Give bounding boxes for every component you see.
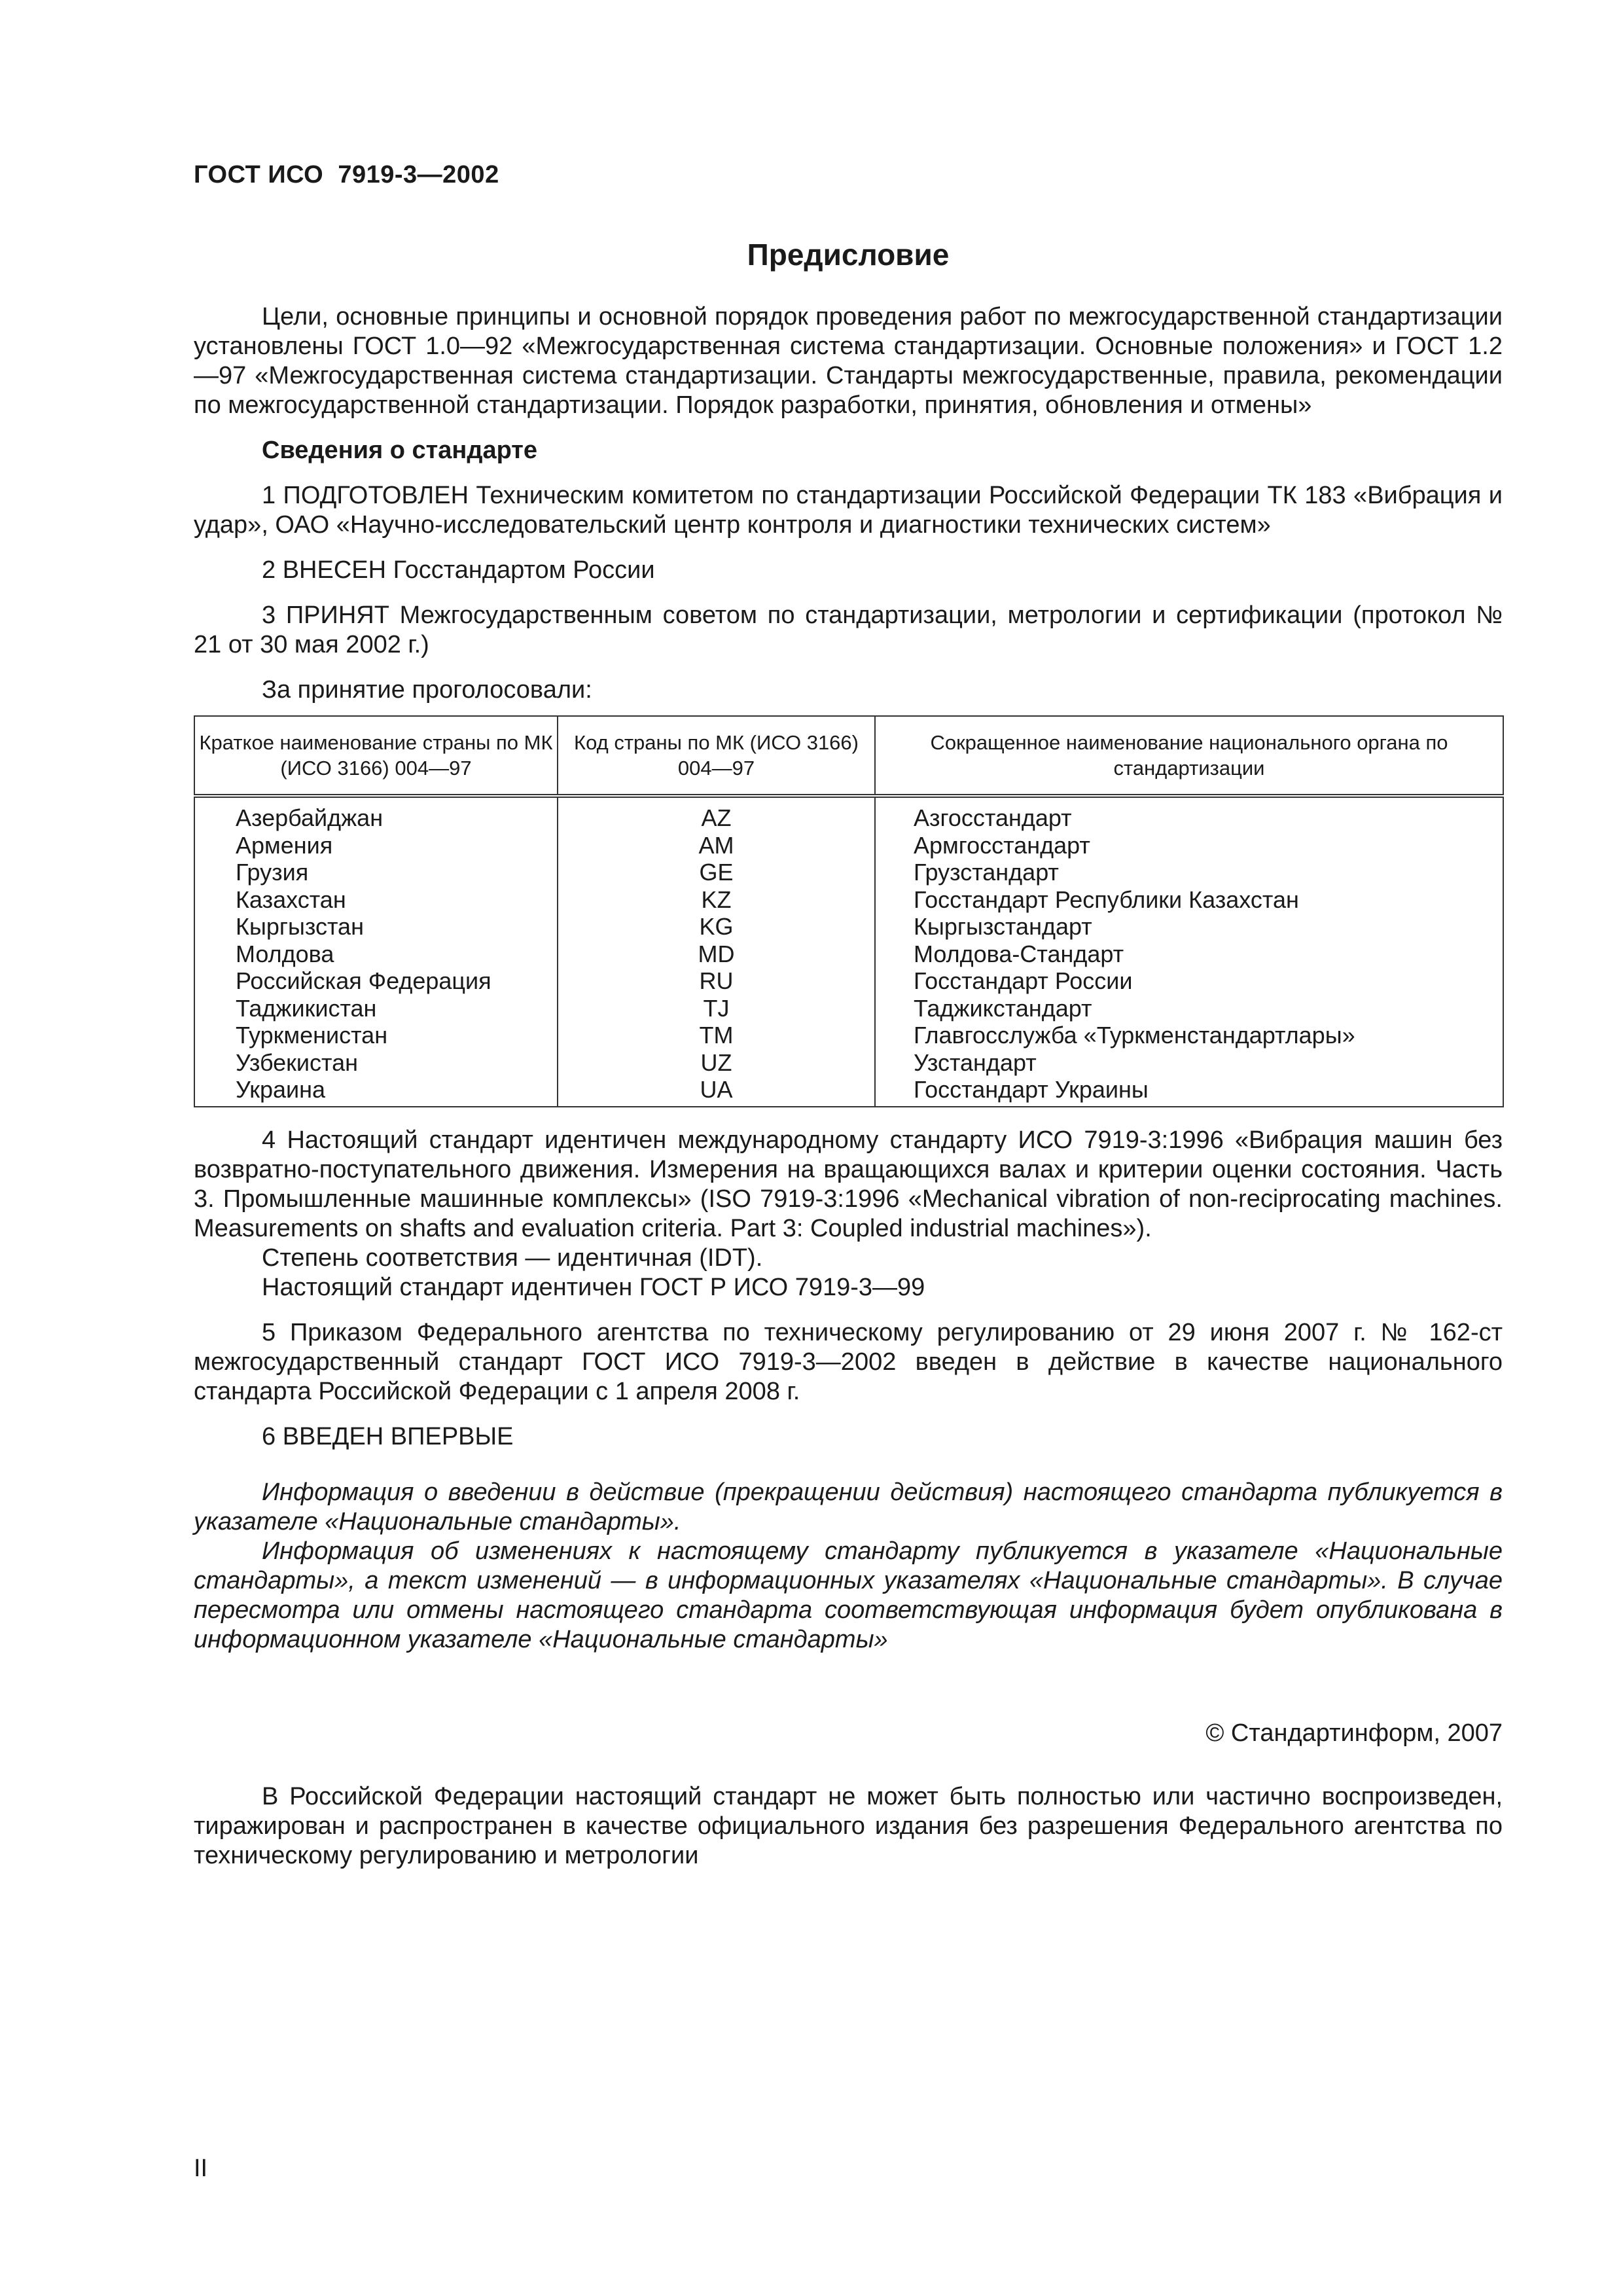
- table-header-row: [194, 716, 1503, 796]
- standards-body-cell: Азгосстандарт: [875, 796, 1503, 832]
- table-row: [194, 832, 1503, 859]
- country-name-cell: Молдова: [194, 941, 558, 968]
- country-name-cell: Грузия: [194, 859, 558, 886]
- standards-body-cell: Армгосстандарт: [875, 832, 1503, 859]
- document-header: ГОСТ ИСО 7919-3—2002: [194, 161, 499, 188]
- country-name-cell: Украина: [194, 1076, 558, 1107]
- country-name-cell: Узбекистан: [194, 1049, 558, 1077]
- country-name-cell: Казахстан: [194, 886, 558, 914]
- section-heading: Сведения о стандарте: [262, 437, 538, 464]
- standards-body-cell: Кыргызстандарт: [875, 913, 1503, 941]
- country-code-cell: KG: [558, 913, 875, 941]
- country-code-cell: GE: [558, 859, 875, 886]
- item-4-identical: Настоящий стандарт идентичен ГОСТ Р ИСО 7919-3—99: [262, 1273, 925, 1301]
- country-code-cell: KZ: [558, 886, 875, 914]
- column-header-code: Код страны по МК (ИСО 3166) 004—97: [558, 716, 875, 796]
- table-row: [194, 941, 1503, 968]
- standards-body-cell: Госстандарт Республики Казахстан: [875, 886, 1503, 914]
- table-row: [194, 913, 1503, 941]
- table-row: [194, 967, 1503, 995]
- item-5-paragraph: 5 Приказом Федерального агентства по техническому регулированию от 29 июня 2007 г. № 162-ст межгосударственный стандарт ГОСТ ИСО 7919-3—2002 введен в действие в качестве национального стандарта Российской Федерации с 1 апреля 2008 г.: [194, 1318, 1503, 1405]
- table-row: [194, 859, 1503, 886]
- standards-body-cell: Молдова-Стандарт: [875, 941, 1503, 968]
- country-code-cell: UZ: [558, 1049, 875, 1077]
- standards-body-cell: Таджикстандарт: [875, 995, 1503, 1022]
- standards-body-cell: Грузстандарт: [875, 859, 1503, 886]
- page-title: Предисловие: [747, 238, 950, 272]
- country-code-cell: AZ: [558, 796, 875, 832]
- column-header-organ: Сокращенное наименование национального органа по стандартизации: [875, 716, 1503, 796]
- intro-paragraph: Цели, основные принципы и основной порядок проведения работ по межгосударственной стандартизации установлены ГОСТ 1.0—92 «Межгосударственная система стандартизации. Основные положения» и ГОСТ 1.2—97 «Межгосударственная система стандартизации. Стандарты межгосударственные, правила, рекомендации по межгосударственной стандартизации. Порядок разработки, принятия, обновления и отмены»: [194, 303, 1503, 419]
- info-paragraph-1: Информация о введении в действие (прекращении действия) настоящего стандарта публикуется в указателе «Национальные стандарты».: [194, 1478, 1503, 1535]
- country-code-cell: UA: [558, 1076, 875, 1107]
- item-1-paragraph: 1 ПОДГОТОВЛЕН Техническим комитетом по стандартизации Российской Федерации ТК 183 «Вибрация и удар», ОАО «Научно-исследовательский центр контроля и диагностики технических систем»: [194, 482, 1503, 539]
- item-3-paragraph: 3 ПРИНЯТ Межгосударственным советом по стандартизации, метрологии и сертификации (протокол № 21 от 30 мая 2002 г.): [194, 601, 1503, 658]
- item-6-paragraph: 6 ВВЕДЕН ВПЕРВЫЕ: [262, 1422, 514, 1450]
- table-row: [194, 1022, 1503, 1049]
- country-name-cell: Армения: [194, 832, 558, 859]
- standards-body-cell: Госстандарт России: [875, 967, 1503, 995]
- page-number: II: [194, 2155, 208, 2182]
- country-code-cell: TM: [558, 1022, 875, 1049]
- table-row: [194, 886, 1503, 914]
- country-code-cell: MD: [558, 941, 875, 968]
- country-name-cell: Российская Федерация: [194, 967, 558, 995]
- rights-paragraph: В Российской Федерации настоящий стандарт не может быть полностью или частично воспроизведен, тиражирован и распространен в качестве официального издания без разрешения Федерального агентства по техническому регулированию и метрологии: [194, 1782, 1503, 1869]
- countries-table: [194, 715, 1504, 1107]
- country-name-cell: Азербайджан: [194, 796, 558, 832]
- table-body: [194, 796, 1503, 1107]
- country-name-cell: Кыргызстан: [194, 913, 558, 941]
- item-4-degree: Степень соответствия — идентичная (IDT).: [262, 1244, 763, 1272]
- table-row: [194, 1076, 1503, 1107]
- country-code-cell: AM: [558, 832, 875, 859]
- table-row: [194, 1049, 1503, 1077]
- country-code-cell: TJ: [558, 995, 875, 1022]
- copyright-line: © Стандартинформ, 2007: [1205, 1719, 1503, 1747]
- item-4-paragraph: 4 Настоящий стандарт идентичен международному стандарту ИСО 7919-3:1996 «Вибрация машин без возвратно-поступательного движения. Измерения на вращающихся валах и критерии оценки состояния. Часть 3. Промышленные машинные комплексы» (ISO 7919-3:1996 «Mechanical vibration of non-reciprocating machines. Measurements on shafts and evaluation criteria. Part 3: Coupled industrial machines»).: [194, 1126, 1503, 1242]
- info-paragraph-2: Информация об изменениях к настоящему стандарту публикуется в указателе «Национальные стандарты», а текст изменений — в информационных указателях «Национальные стандарты». В случае пересмотра или отмены настоящего стандарта соответствующая информация будет опубликована в информационном указателе «Национальные стандарты»: [194, 1537, 1503, 1653]
- standards-body-cell: Главгосслужба «Туркменстандартлары»: [875, 1022, 1503, 1049]
- document-page: [194, 0, 1503, 2296]
- standards-body-cell: Узстандарт: [875, 1049, 1503, 1077]
- country-name-cell: Туркменистан: [194, 1022, 558, 1049]
- table-row: [194, 796, 1503, 832]
- vote-intro: За принятие проголосовали:: [262, 676, 592, 704]
- table-row: [194, 995, 1503, 1022]
- country-name-cell: Таджикистан: [194, 995, 558, 1022]
- country-code-cell: RU: [558, 967, 875, 995]
- main-content: [194, 302, 1503, 1871]
- item-2-paragraph: 2 ВНЕСЕН Госстандартом России: [262, 556, 655, 584]
- standards-body-cell: Госстандарт Украины: [875, 1076, 1503, 1107]
- column-header-country: Краткое наименование страны по МК (ИСО 3166) 004—97: [194, 716, 558, 796]
